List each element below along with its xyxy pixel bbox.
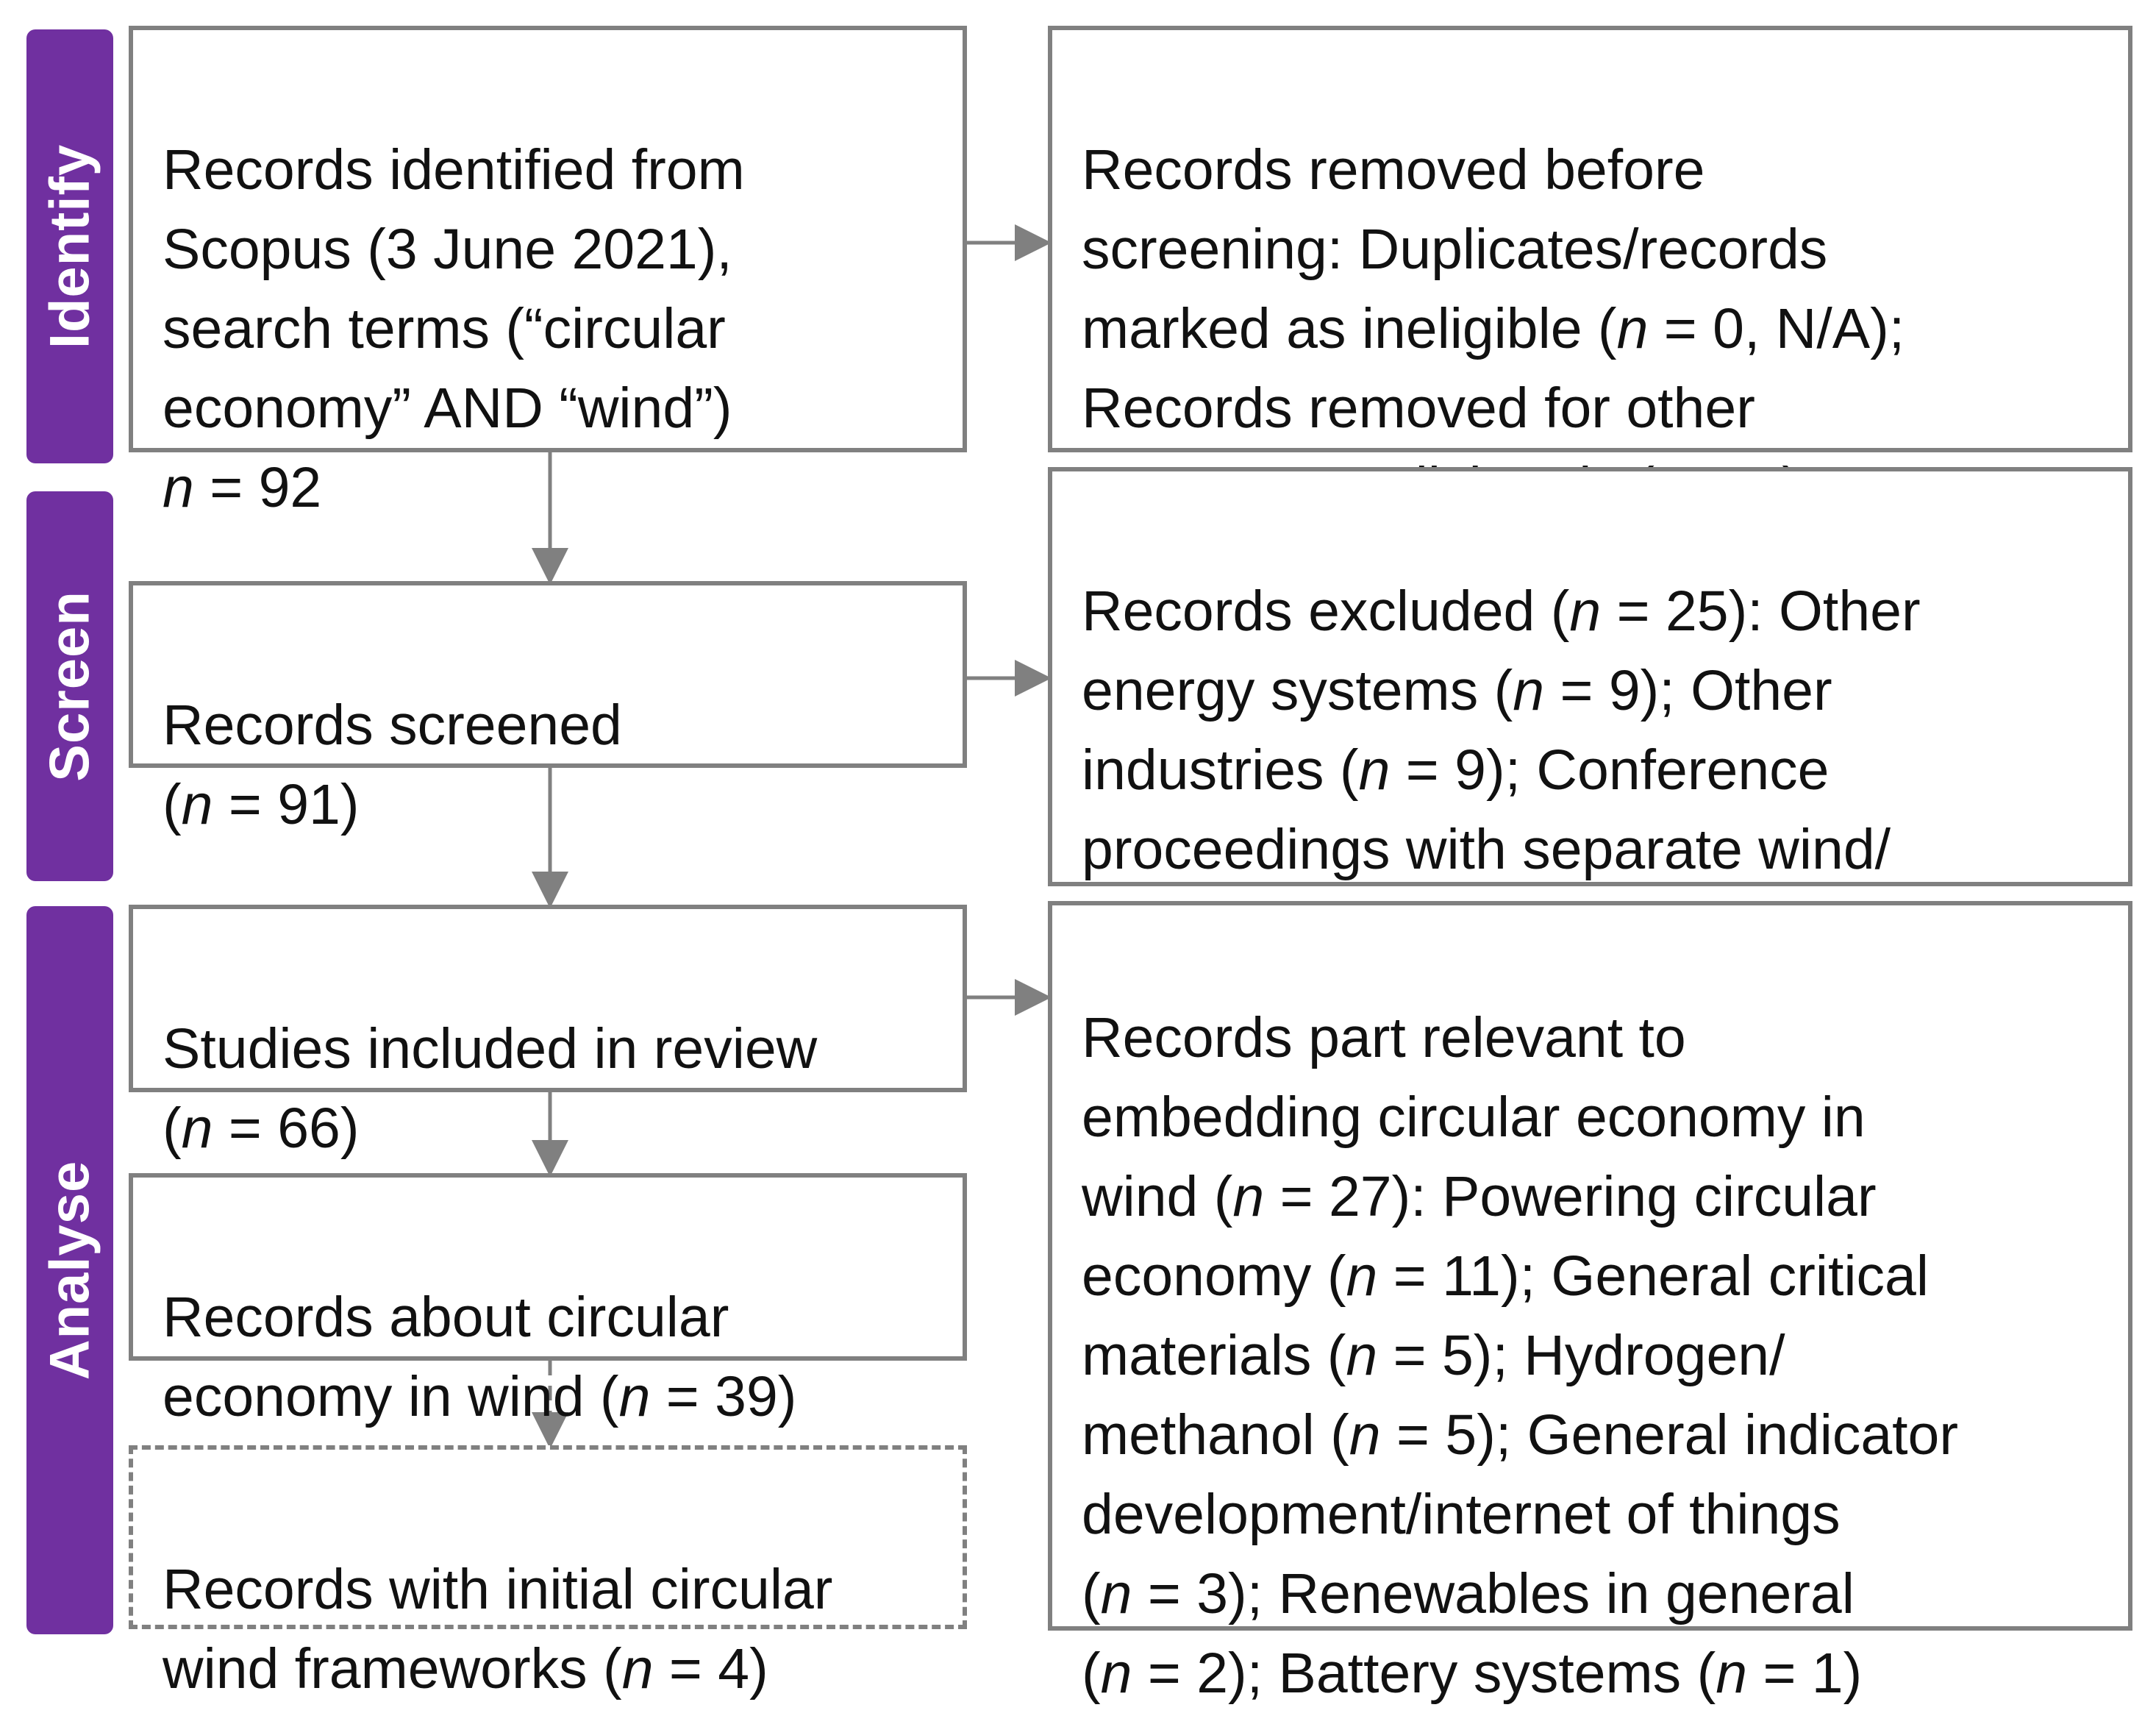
box-records-screened — [129, 581, 967, 836]
box-records-excluded — [1048, 467, 2132, 886]
box-records-about-ce-wind — [129, 1173, 967, 1428]
box-records-removed — [1048, 26, 2132, 452]
text-records-about-ce-wind: Records about circular economy in wind (n = 39) — [163, 1286, 797, 1428]
text-records-screened: Records screened (n = 91) — [163, 694, 622, 836]
box-studies-included — [129, 905, 967, 1160]
phase-label-analyse: Analyse — [38, 1160, 101, 1381]
box-records-part-relevant — [1048, 901, 2132, 1705]
phase-label-screen: Screen — [38, 591, 101, 782]
text-initial-frameworks: Records with initial circular wind frameworks (n = 4) — [163, 1558, 833, 1700]
text-records-removed: Records removed before screening: Duplicates/records marked as ineligible (n = 0, N/A); Records removed for other — [1082, 138, 1905, 440]
text-studies-included: Studies included in review (n = 66) — [163, 1017, 818, 1160]
text-records-part-relevant: Records part relevant to embedding circular economy in wind (n = 27): Powering circular economy (n = 11); General critical materials (n = 5); Hydrogen/ methanol (n = 5); General indicator development/internet of things (n = 3); Renewables in general (n = 2); Battery systems (n = 1) — [1082, 1006, 1959, 1705]
text-records-identified: Records identified from Scopus (3 June 2021), search terms (“circular economy” AND “wind”) n = 92 — [163, 138, 745, 519]
text-records-excluded: Records excluded (n = 25): Other energy systems (n = 9); Other industries (n = 9); Conference proceedings with separate wind/ — [1082, 580, 1921, 881]
box-initial-frameworks — [129, 1445, 967, 1700]
phase-label-identify: Identify — [38, 143, 101, 349]
box-records-identified — [129, 26, 967, 519]
